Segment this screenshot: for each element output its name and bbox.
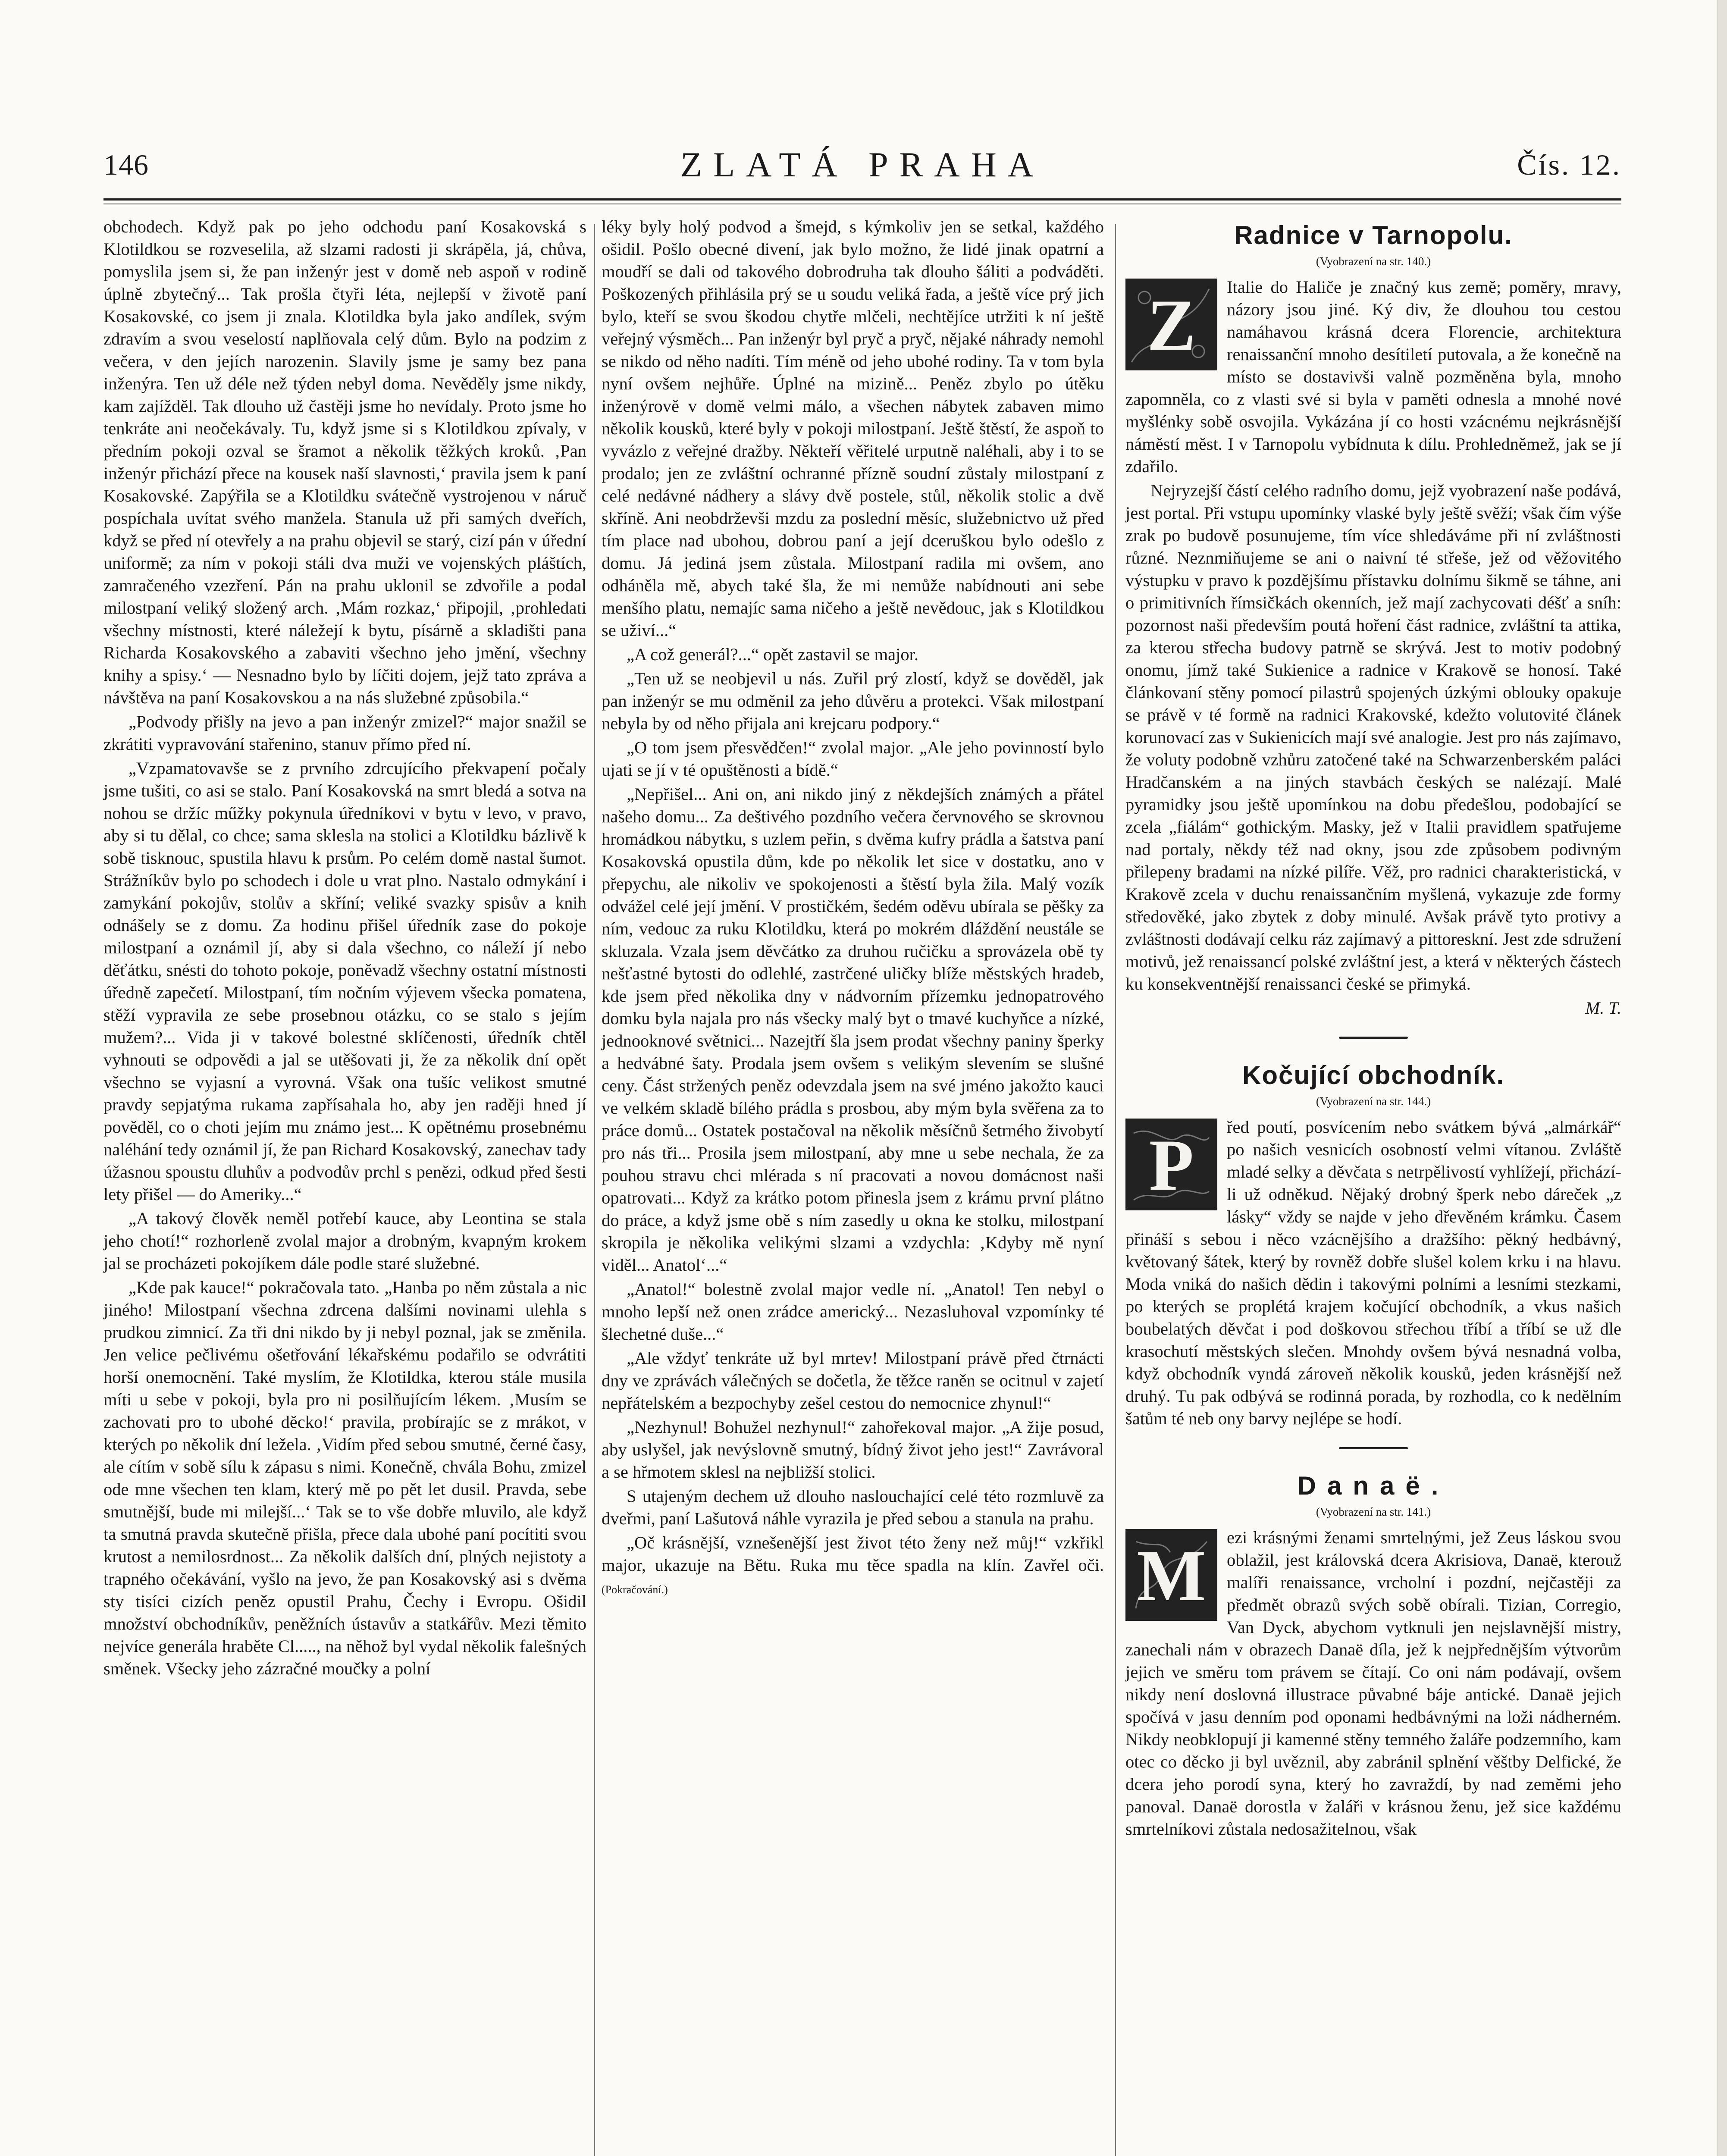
paragraph: „Nezhynul! Bohužel nezhynul!“ zahořekoval major. „A žije posud, aby uslyšel, jak nevýslovně smutný, bídný život jeho jest!“ Zavrávoral a se hřmotem sklesl na nejbližší stolici.: [602, 1417, 1104, 1482]
paragraph: „Anatol!“ bolestně zvolal major vedle ní. „Anatol! Ten nebyl o mnoho lepší než onen zrádce americký... Nezasluhoval vzpomínky té šlechetné duše...“: [602, 1279, 1104, 1344]
text-column-2: [602, 216, 1104, 1603]
paragraph: „Vzpamatovavše se z prvního zdrcujícího překvapení počaly jsme tušiti, co asi se stalo. Paní Kosakovská na smrt bledá a sotva na nohou se držíc műžky pokynula úředníkovi v bytu v levo, v pravo, aby si tu dělal, co chce; sama sklesla na stolici a Klotildku bázlivě k sobě tisknouc, spustila hlavu k prsům. Po celém domě nastal šumot. Strážníkův bylo po schodech i dole u vrat plno. Nastalo odmykání i zamykání pokojův, stolův a skříní; veliké svazky spisův a knih odnášely se z domu. Za hodinu přišel úředník zase do pokoje milostpaní a oznámil jí, aby si dala všechno, co náleží jí nebo děťátku, snésti do tohoto pokoje, poněvadž všechny ostatní místnosti úředně zapečetí. Milostpaní, tím nočním výjevem všecka pomatena, stěží vypravila ze sebe prosebnou otázku, co se stalo s jejím mužem?... Vida ji v takové bolestné sklíčenosti, úředník chtěl vyhnouti se odpovědi a jal se utěšovati ji, že za několik dní opět všechno se vyjasní a vyrovná. Však ona tušíc velikost smutné pravdy sepjatýma rukama zapřísahala ho, aby jen raději hned jí pověděl, co o choti jejím mu známo jest... K opětnému prosebnému naléhání tedy oznámil jí, že pan Richard Kosakovský, zanechav tady úžasnou spoustu dluhův a podvodův prchl s penězi, odkud před šesti lety přišel — do Ameriky...“: [103, 758, 586, 1204]
paragraph-text: „Oč krásnější, vznešenější jest život této ženy než můj!“ vzkřikl major, ukazuje na Bětu. Ruka mu těce spadla na klín. Zavřel oči.: [602, 1533, 1104, 1575]
page-header: [103, 140, 1621, 188]
column-divider: [1115, 224, 1116, 2156]
article-subtitle: (Vyobrazení na str. 140.): [1316, 255, 1431, 268]
author-signature: M. T.: [1585, 998, 1621, 1018]
section-divider: [1125, 1037, 1621, 1041]
page-binding-edge: [1717, 0, 1727, 2156]
initial-letter: P: [1149, 1125, 1194, 1206]
paragraph: léky byly holý podvod a šmejd, s kýmkoliv jen se setkal, každého ošidil. Pošlo obecné divení, jak bylo možno, že lidé jinak opatrní a moudří se dali od takového dobrodruha tak dlouho šáliti a podváděti. Poškozených přihlásila prý se u soudu veliká řada, a ještě více prý jich bylo, kteří se svou škodou chytře mlčeli, nechtějíce utržiti k ní ještě veřejný výsměch... Pan inženýr byl pryč a pryč, nějaké náhrady nemohl se nikdo od něho nadíti. Tím méně od jeho ubohé rodiny. Ta v tom byla nyní ovšem nejhůře. Úplné na mizině... Peněz zbylo po útěku inženýrově v domě velmi málo, a všechen nábytek zabaven mimo několik kousků, které byly v pokoji milostpaní. Ještě štěstí, že aspoň to vyvázlo z veřejné dražby. Někteří věřitelé urputně naléhali, aby i to se prodalo; jen ze zvláštní ochranné přízně soudní zůstaly milostpaní z celé nedávné nádhery a slávy dvě postele, stůl, několik stolic a dvě skříně. Ani neobdrževši mzdu za poslední měsíc, služebnictvo už před tím place nad ubohou, dobrou paní a její dceruškou bylo odešlo z domu. Já jediná jsem zůstala. Milostpaní radila mi ovšem, ano odháněla mě, abych také šla, že mi nemůže nabídnouti ani sebe menšího platu, nemajíc sama ničeho a ještě nevědouc, jak s Klotildkou se uživí...“: [602, 217, 1104, 640]
page-number: 146: [103, 148, 149, 181]
article-title: Danaë.: [1297, 1471, 1450, 1500]
paragraph: „Podvody přišly na jevo a pan inženýr zmizel?“ major snažil se zkrátiti vypravování stařenino, stanuv přímo před ní.: [103, 712, 586, 754]
paragraph: „A což generál?...“ opět zastavil se major.: [627, 645, 918, 664]
paragraph: „Ten už se neobjevil u nás. Zuřil prý zlostí, když se dověděl, jak pan inženýr se mu odměnil za jeho důvěru a protekci. Však milostpaní nebyla by od něho přijala ani krejcaru podpory.“: [602, 669, 1104, 733]
initial-letter: Z: [1147, 285, 1196, 366]
section-divider: [1125, 1447, 1621, 1451]
decorative-initial: [1125, 279, 1217, 370]
decorative-initial: [1125, 1119, 1217, 1210]
initial-letter: M: [1137, 1535, 1206, 1616]
paragraph: [602, 1532, 1104, 1601]
paragraph: ezi krásnými ženami smrtelnými, jež Zeus láskou svou oblažil, jest královská dcera Akrisiova, Danaë, kterouž malíři renaissance, vrcholní i pozdní, nejčastěji za předmět obrazů svých sobě obírali. Tizian, Corregio, Van Dyck, abychom vytknuli jen nejslavnější mistry, zanechali nám v obrazech Danaë díla, jež k nejpřednějším výtvorům jejich ve směru tom právem se čítají. Co oni nám podávají, ovšem nikdy není doslovná illustrace půvabné báje antické. Danaë jejich spočívá v jasu denním pod oponami hedbávnými na loži nádherném. Nikdy neobklopují ji kamenné stěny temného žaláře podzemního, kam otec co děcko ji byl uvěznil, aby zabránil splnění věštby Delfické, že dcera jeho porodí syna, který ho zavraždí, by nad zeměmi jeho panoval. Danaë dorostla v žaláři v krásnou ženu, jež sice každému smrtelníkovi zůstala nedosažitelnou, však: [1125, 1528, 1621, 1839]
header-rule-thick: [103, 198, 1621, 201]
paragraph: „Ale vždyť tenkráte už byl mrtev! Milostpaní právě před čtrnácti dny ve zprávách válečných se dočetla, že těžce raněn se ocitnul v zajetí nepřátelském a bezpochyby zešel cestou do nemocnice zhynul!“: [602, 1348, 1104, 1413]
paragraph: „A takový člověk neměl potřebí kauce, aby Leontina se stala jeho chotí!“ rozhorleně zvolal major a drobným, kvapným krokem jal se procházeti pokojíkem dále podle staré služebné.: [103, 1209, 586, 1273]
article-subtitle: (Vyobrazení na str. 141.): [1316, 1505, 1431, 1518]
paragraph: „O tom jsem přesvědčen!“ zvolal major. „Ale jeho povinností bylo ujati se jí v té opuštěnosti a bídě.“: [602, 738, 1104, 780]
issue-number: Čís. 12.: [1517, 148, 1621, 181]
paragraph: Italie do Haliče je značný kus země; poměry, mravy, názory jsou jiné. Ký div, že dlouhou tou cestou namáhavou krásná dcera Florencie, architektura renaissanční mnoho desítiletí putovala, a že konečně na místo se dostavivši valně pozměněna byla, mnoho zapomněla, co z vlasti své si byla v paměti odnesla a mnohé nové myšlénky sobě osvojila. Vykázána jí co hosti vzácnému nejkrásnější náměstí měst. I v Tarnopolu vybídnuta k dílu. Prohledněmež, jak se jí zdařilo.: [1125, 277, 1621, 476]
continuation-note: (Pokračování.): [602, 1583, 668, 1596]
magazine-title: ZLATÁ PRAHA: [680, 145, 1045, 184]
paragraph: S utajeným dechem už dlouho naslouchající celé této rozmluvě za dveřmi, paní Lašutová náhle vyrazila je před sebou a stanula na prahu.: [602, 1486, 1104, 1528]
paragraph: „Nepřišel... Ani on, ani nikdo jiný z někdejších známých a přátel našeho domu... Za deštivého pozdního večera červnového se skrovnou hromádkou nábytku, s uzlem peřin, s dvěma kufry prádla a šatstva paní Kosakovská opustila dům, kde po několik let sice v dostatku, ano v přepychu, ale nikoliv ve spokojenosti a štěstí byla žila. Malý vozík odvážel celé její jmění. V prostičkém, šedém oděvu ubírala se pěšky za ním, vedouc za ruku Klotildku, která po mokrém dláždění neustále se skluzala. Vzala jsem děvčátko za druhou ručičku a sprovázela obě ty nešťastné bytosti do odlehlé, zastrčené uličky blíže městských hradeb, kde jsem před několika dny v nádvorním přízemku jednopatrového domku byla najala pro nás všecky malý byt o tmavé kuchyňce a nízké, jednooknové světnici... Nazejtří šla jsem prodat všechny paniny šperky a hedvábné šaty. Prodala jsem ovšem s velikým slevením se slušné ceny. Část stržených peněz odevzdala jsem na své jméno jakožto kauci ve velkém skladě bílého prádla s prosbou, aby mým byla svěřena za to práce domů... Ostatek postačoval na několik měsíčnů šetrného živobytí pro nás tři... Prosila jsem milostpaní, aby mne u sebe nechala, že za pouhou stravu chci mlérada s ní pracovati a novou domácnost naši opatrovati... Když za krátko potom přinesla jsem z krámu první plátno do práce, a když jsme obě s ním zasedly u okna ke stolku, milostpaní skropila je několika velikými slzami a vzdychla: ‚Kdyby mě nyní viděl... Anatol‘...“: [602, 784, 1104, 1275]
decorative-initial: [1125, 1529, 1217, 1621]
paragraph: Nejryzejší částí celého radního domu, jejž vyobrazení naše podává, jest portal. Při vstupu upomínky vlaské byly ještě svěží; však čím výše zrak po budově posunujeme, tím více shledáváme při ní zvláštnosti různé. Neznmiňujeme se ani o naivní té střeše, jež od věžovitého výstupku v pravo k pozdějšímu přístavku dolnímu šikmě se táhne, ani o primitivních římsičkách okenních, jež mají zachycovati déšť a sníh: pozornost naši především poutá hoření část radnice, zvláštní ta attika, za kterou střecha budovy patrně se skrývá. Jest to motiv podobný onomu, jímž také Sukienice a radnice v Krakově se honosí. Také článkovaní stěny pomocí pilastrů spojených úzkými oblouky opakuje se právě v té formě na radnici Krakovské, kdežto volutovité článek korunovací zas v Sukienicích mají své analogie. Jest pro nás zajímavo, že voluty podobně vzhůru zatočené také na Schwarzenberském paláci Hradčanském a na jiných stavbách českých se nalézají. Malé pyramidky jsou ještě upomínkou na dobu předešlou, podobající se zcela „fiálám“ gothickým. Masky, jež v Italii pravidlem spatřujeme nad portaly, někdy též nad okny, jsou zde způsobem podivným přilepeny bradami na nízké pilíře. Věž, pro radnici charakteristická, v Krakově zcela v duchu renaissančním myšlená, vykazuje zde formy středověké, jako zbytek z doby minulé. Avšak právě tyto protivy a zvláštnosti dodávají celku ráz zajímavý a pittoreskní. Jest zde sdružení motivů, jež renaissancí polské zvláštní jest, a která v některých částech ku konsekventnější renaissanci české se přimyká.: [1125, 481, 1621, 993]
article-subtitle: (Vyobrazení na str. 144.): [1316, 1095, 1431, 1108]
column-divider: [594, 224, 595, 2156]
article-title: Kočující obchodník.: [1242, 1061, 1505, 1090]
text-column-3: [1125, 216, 1621, 1842]
paragraph: řed poutí, posvícením nebo svátkem bývá „almárkář“ po našich vesnicích osobností velmi vítanou. Zvláště mladé selky a děvčata s netrpělivostí vyhlížejí, přichází-li už odněkud. Nějaký drobný šperk nebo dáreček „z lásky“ vždy se najde v jeho dřevěném krámku. Časem přináší s sebou i něco vzácnějšího a dražšího: pěkný hedbávný, květovaný šátek, který by rovněž dobře slušel kolem krku i na hlavu. Moda vniká do našich dědin i takovými polními a lesními stezkami, po kterých se proplétá krajem kočující obchodník, a vkus našich boubelatých děvčat i pod doškovou střechou tříbí a tříbí se už dle krasochutí městských slečen. Mnohdy ovšem bývá nesnadná volba, když obchodník vyndá zároveň několik kousků, jeden krásnější než druhý. Tu pak odbývá se rodinná porada, by rozhodla, co k nedělním šatům té neb ony barvy nejlépe se hodí.: [1125, 1117, 1621, 1428]
paragraph: obchodech. Když pak po jeho odchodu paní Kosakovská s Klotildkou se rozveselila, až slzami radosti ji skrápěla, já, chůva, pomyslila jsem si, že pan inženýr jest v domě neb aspoň v rodině úplně zbytečný... Tak prošla čtyři léta, nejlepší v životě paní Kosakovské, co jsem ji znala. Klotildka byla jako andílek, svým zdravím a svou veselostí naplňovala celý dům. Bylo na podzim z večera, v den jejích narozenin. Slavily jsme je samy bez pana inženýra. Ten už déle než týden nebyl doma. Nevěděly jsme nikdy, kam zajížděl. Tak dlouho už častěji jsme ho nevídaly. Proto jsme ho tenkráte ani neočekávaly. Tu, když jsme si s Klotildkou zpívaly, v předním pokoji ozval se šramot a několik těžkých kroků. ‚Pan inženýr přichází přece na kousek naší slavnosti,‘ pravila jsem k paní Kosakovské. Zapýřila se a Klotildku svátečně vystrojenou v náruč pospíchala uvítat svého manžela. Stanula už při samých dveřích, když se před ní otevřely a na prahu objevil se starý, cizí pán v úřední uniformě; za ním v pokoji stáli dva muži ve vojenských pláštích, zamračeného vzezření. Pán na prahu uklonil se zdvořile a podal milostpaní veliký složený arch. ‚Mám rozkaz,‘ připojil, ‚prohledati všechny místnosti, které náležejí k bytu, písárně a skladišti pana Richarda Kosakovského a zabaviti všechno jeho jmění, všechny knihy a spisy.‘ — Nesnadno bylo by líčiti dojem, jejž tato zpráva a návštěva na paní Kosakovskou a na nás služebné způsobila.“: [103, 217, 586, 707]
article-title: Radnice v Tarnopolu.: [1234, 221, 1513, 250]
text-column-1: [103, 216, 586, 1682]
paragraph: „Kde pak kauce!“ pokračovala tato. „Hanba po něm zůstala a nic jiného! Milostpaní všechna zdrcena dalšími novinami ulehla s prudkou zimnicí. Za tři dni nikdo by ji nebyl poznal, jak se změnila. Jen velice pečlivému ošetřování lékařskému podařilo se odvrátiti horší onemocnění. Také myslím, že Klotildka, kterou stále musila míti u sebe v pokoji, byla pro ni posilňujícím lékem. ‚Musím se zachovati pro to ubohé děcko!‘ pravila, probírajíc se z mrákot, v kterých po několik dní ležela. ‚Vidím před sebou smutné, černé časy, ale cítím v sobě sílu k zápasu s nimi. Konečně, chvála Bohu, zmizel ode mne všechen ten klam, který mě po pět let dusil. Pravda, sebe smutnější, bude mi milejší...‘ Tak se to vše dobře mluvilo, ale když ta smutná pravda skutečně přišla, přece dala ubohé paní pocítiti svou krutost a nemilosrdnost... Za několik dalších dní, plných nejistoty a trapného očekávání, vyšlo na jevo, že pan Kosakovský asi s dvěma sty tisíci cizích peněz opustil Prahu, Čechy i Evropu. Ošidil množství obchodníkův, peněžních ústavův a statkářův. Mezi těmito nejvíce generála hraběte Cl....., na něhož byl vydal několik falešných směnek. Všecky jeho zázračné moučky a polní: [103, 1278, 586, 1678]
